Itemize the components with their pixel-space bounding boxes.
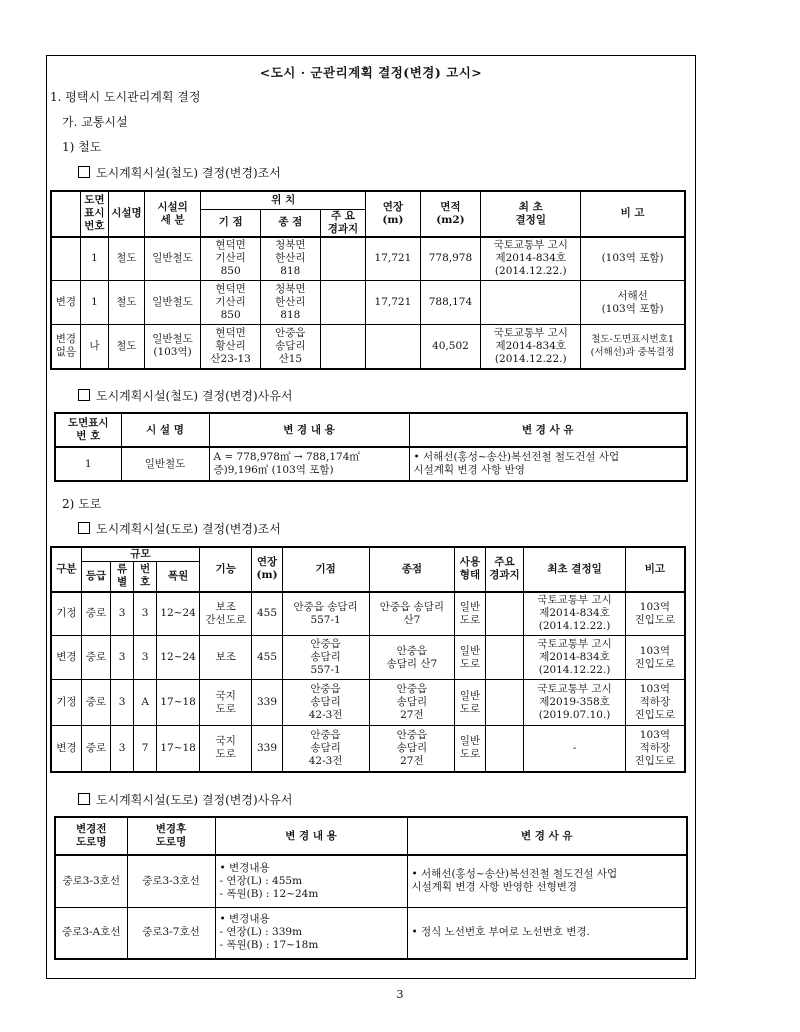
row-via: [485, 636, 524, 680]
table-row: [51, 325, 685, 369]
row-grade: 중로: [81, 680, 110, 726]
header-name: 시설명: [109, 191, 145, 237]
table-row: [51, 592, 685, 636]
row-subtype: 일반철도: [144, 281, 200, 325]
row-div: 변경: [51, 636, 81, 680]
row-after: 중로3-3호선: [127, 855, 215, 907]
row-end: 안중읍 송담리 27전: [369, 726, 455, 772]
row-div: 기정: [51, 680, 81, 726]
row-start: 현덕면 기산리 850: [201, 237, 261, 281]
row-note: 103역 진입도로: [625, 636, 685, 680]
row-start: 현덕면 황산리 산23-13: [201, 325, 261, 369]
row-tag: 변경: [51, 281, 80, 325]
row-end: 청북면 한산리 818: [260, 237, 320, 281]
row-length: 17,721: [366, 281, 420, 325]
header-area: 면적 (m2): [420, 191, 481, 237]
header-decision: 최초 결정일: [524, 547, 625, 592]
header-after: 변경후 도로명: [127, 817, 215, 855]
row-decision: 국토교통부 고시 제2014-834호 (2014.12.22.): [481, 237, 581, 281]
row-end: 청북면 한산리 818: [260, 281, 320, 325]
row-name: 일반철도: [121, 447, 209, 481]
header-location: 위 치: [201, 191, 366, 209]
table-row: [51, 237, 685, 281]
header-end: 종 점: [260, 209, 320, 237]
row-content: A = 778,978㎡ → 788,174㎡ 증)9,196㎡ (103역 포함): [209, 447, 409, 481]
row-start: 안중읍 송담리 42-3전: [282, 726, 369, 772]
rail-table-caption: 도시계획시설(철도) 결정(변경)조서: [78, 164, 281, 181]
table-row: [51, 281, 685, 325]
row-end: 안중읍 송담리 산7: [369, 592, 455, 636]
row-length: 339: [252, 680, 282, 726]
table-row: [55, 907, 687, 959]
header-scale: 규모: [81, 547, 199, 562]
road-reason-caption: 도시계획시설(도로) 결정(변경)사유서: [78, 791, 292, 808]
row-map-no: 1: [55, 447, 121, 481]
row-note: 103역 적하장 진입도로: [625, 680, 685, 726]
table-row: [51, 726, 685, 772]
header-use: 사용 형태: [455, 547, 485, 592]
row-start: 안중읍 송담리 557-1: [282, 592, 369, 636]
header-subtype: 시설의 세 분: [144, 191, 200, 237]
header-before: 변경전 도로명: [55, 817, 127, 855]
row-note: 철도-도면표시번호1 (서해선)과 중복결정: [581, 325, 685, 369]
row-subtype: 일반철도: [144, 237, 200, 281]
row-width: 12~24: [157, 636, 200, 680]
header-note: 비 고: [581, 191, 685, 237]
row-end: 안중읍 송담리 산15: [260, 325, 320, 369]
table-row: [55, 855, 687, 907]
row-start: 안중읍 송담리 557-1: [282, 636, 369, 680]
header-map-no: 도면 표시 번호: [80, 191, 108, 237]
header-number: 번 호: [134, 562, 157, 592]
row-name: 철도: [109, 237, 145, 281]
row-subtype: 일반철도 (103역): [144, 325, 200, 369]
header-name: 시 설 명: [121, 413, 209, 447]
road-table-caption: 도시계획시설(도로) 결정(변경)조서: [78, 520, 281, 537]
row-use: 일반 도로: [455, 636, 485, 680]
row-before: 중로3-A호선: [55, 907, 127, 959]
row-via: [485, 680, 524, 726]
header-via: 주요 경과지: [485, 547, 524, 592]
row-number: 7: [134, 726, 157, 772]
header-function: 기능: [200, 547, 252, 592]
row-reason: • 서해선(홍성~송산)복선전철 철도건설 사업 시설계획 변경 사항 반영한 선형변경: [407, 855, 687, 907]
row-use: 일반 도로: [455, 680, 485, 726]
header-map-no: 도면표시 번 호: [55, 413, 121, 447]
row-function: 보조: [200, 636, 252, 680]
row-number: 3: [134, 592, 157, 636]
header-length: 연장 (m): [252, 547, 282, 592]
row-length: 455: [252, 592, 282, 636]
row-content: • 변경내용 - 연장(L) : 455m - 폭원(B) : 12~24m: [215, 855, 407, 907]
header-content: 변 경 내 용: [209, 413, 409, 447]
header-length: 연장 (m): [366, 191, 420, 237]
checkbox-icon: [78, 166, 90, 178]
row-start: 현덕면 기산리 850: [201, 281, 261, 325]
row-before: 중로3-3호선: [55, 855, 127, 907]
row-via: [320, 281, 366, 325]
row-number: 3: [134, 636, 157, 680]
row-decision: 국토교통부 고시 제2014-834호 (2014.12.22.): [524, 636, 625, 680]
header-div: 구분: [51, 547, 81, 592]
row-div: 기정: [51, 592, 81, 636]
row-via: [320, 237, 366, 281]
header-class: 류 별: [111, 562, 134, 592]
row-map-no: 1: [80, 237, 108, 281]
row-number: A: [134, 680, 157, 726]
row-note: 서해선 (103역 포함): [581, 281, 685, 325]
row-length: 17,721: [366, 237, 420, 281]
row-area: 788,174: [420, 281, 481, 325]
row-use: 일반 도로: [455, 592, 485, 636]
row-width: 17~18: [157, 726, 200, 772]
row-length: 339: [252, 726, 282, 772]
row-width: 17~18: [157, 680, 200, 726]
row-after: 중로3-7호선: [127, 907, 215, 959]
row-note: (103역 포함): [581, 237, 685, 281]
row-content: • 변경내용 - 연장(L) : 339m - 폭원(B) : 17~18m: [215, 907, 407, 959]
row-decision: -: [524, 726, 625, 772]
header-grade: 등급: [81, 562, 110, 592]
page-number: 3: [396, 988, 404, 1001]
row-via: [485, 592, 524, 636]
row-tag: [51, 237, 80, 281]
subsection-heading: 가. 교통시설: [62, 115, 128, 129]
row-class: 3: [111, 592, 134, 636]
row-via: [485, 726, 524, 772]
row-end: 안중읍 송담리 27전: [369, 680, 455, 726]
row-start: 안중읍 송담리 42-3전: [282, 680, 369, 726]
table-row: [55, 447, 687, 481]
header-reason: 변 경 사 유: [407, 817, 687, 855]
section-heading: 1. 평택시 도시관리계획 결정: [50, 90, 201, 104]
row-decision: 국토교통부 고시 제2014-834호 (2014.12.22.): [524, 592, 625, 636]
row-decision: 국토교통부 고시 제2019-358호 (2019.07.10.): [524, 680, 625, 726]
row-div: 변경: [51, 726, 81, 772]
row-decision: 국토교통부 고시 제2014-834호 (2014.12.22.): [481, 325, 581, 369]
row-note: 103역 진입도로: [625, 592, 685, 636]
row-class: 3: [111, 680, 134, 726]
row-class: 3: [111, 636, 134, 680]
row-function: 보조 간선도로: [200, 592, 252, 636]
header-start: 기점: [282, 547, 369, 592]
row-length: [366, 325, 420, 369]
checkbox-icon: [78, 793, 90, 805]
row-end: 안중읍 송담리 산7: [369, 636, 455, 680]
header-blank: [51, 191, 80, 237]
row-grade: 중로: [81, 592, 110, 636]
header-reason: 변 경 사 유: [409, 413, 687, 447]
rail-heading: 1) 철도: [62, 140, 102, 154]
document-title: <도시 · 군관리계획 결정(변경) 고시>: [259, 65, 483, 80]
header-width: 폭원: [157, 562, 200, 592]
row-function: 국지 도로: [200, 726, 252, 772]
header-start: 기 점: [201, 209, 261, 237]
row-area: 40,502: [420, 325, 481, 369]
row-width: 12~24: [157, 592, 200, 636]
row-grade: 중로: [81, 636, 110, 680]
row-via: [320, 325, 366, 369]
row-map-no: 나: [80, 325, 108, 369]
road-heading: 2) 도로: [62, 497, 102, 511]
row-name: 철도: [109, 281, 145, 325]
row-map-no: 1: [80, 281, 108, 325]
row-use: 일반 도로: [455, 726, 485, 772]
row-length: 455: [252, 636, 282, 680]
row-function: 국지 도로: [200, 680, 252, 726]
row-name: 철도: [109, 325, 145, 369]
row-reason: • 서해선(홍성~송산)복선전철 철도건설 사업 시설계획 변경 사항 반영: [409, 447, 687, 481]
header-via: 주 요 경과지: [320, 209, 366, 237]
header-first-decision: 최 초 결정일: [481, 191, 581, 237]
rail-decision-table: [50, 190, 686, 370]
rail-reason-table: [54, 412, 688, 482]
header-end: 종점: [369, 547, 455, 592]
row-reason: • 정식 노선번호 부여로 노선번호 변경.: [407, 907, 687, 959]
header-content: 변 경 내 용: [215, 817, 407, 855]
checkbox-icon: [78, 522, 90, 534]
row-note: 103역 적하장 진입도로: [625, 726, 685, 772]
row-class: 3: [111, 726, 134, 772]
header-note: 비고: [625, 547, 685, 592]
road-reason-table: [54, 816, 688, 960]
checkbox-icon: [78, 389, 90, 401]
table-row: [51, 636, 685, 680]
table-row: [51, 680, 685, 726]
row-decision: [481, 281, 581, 325]
row-grade: 중로: [81, 726, 110, 772]
road-decision-table: [50, 546, 686, 773]
row-tag: 변경 없음: [51, 325, 80, 369]
row-area: 778,978: [420, 237, 481, 281]
rail-reason-caption: 도시계획시설(철도) 결정(변경)사유서: [78, 387, 292, 404]
